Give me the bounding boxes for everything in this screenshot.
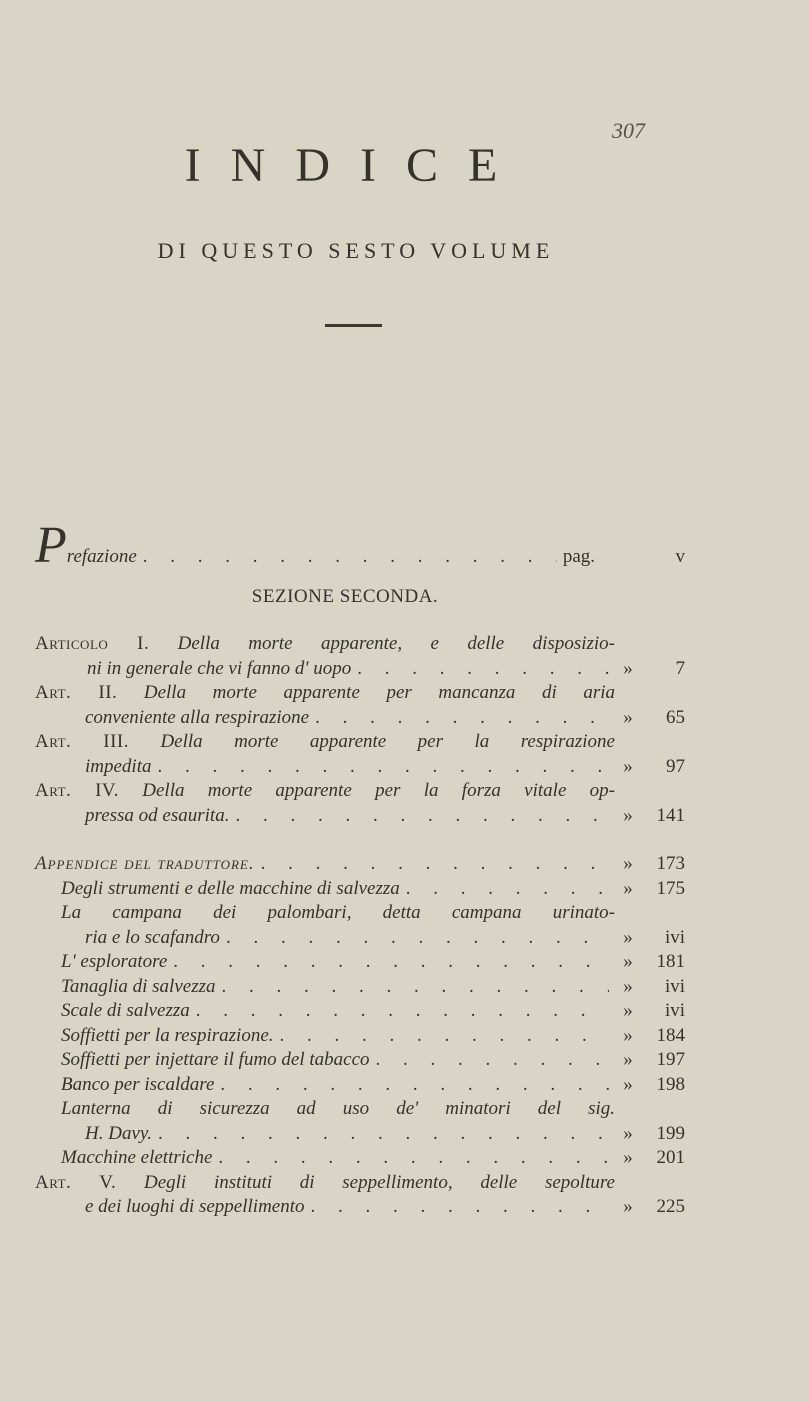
toc-text: Della morte apparente per la respirazione	[160, 731, 615, 752]
divider-rule	[325, 324, 382, 327]
preface-entry	[35, 517, 685, 574]
toc-text: Art. II.	[35, 682, 118, 703]
drop-initial: P	[35, 517, 67, 574]
leader-dots	[196, 999, 609, 1024]
toc-text: Della morte apparente per la forza vitale op-	[142, 780, 616, 801]
toc-page: ivi	[664, 1000, 685, 1021]
ditto-mark: »	[623, 975, 633, 997]
toc-entry-line	[35, 1097, 685, 1122]
toc-text: impedita	[85, 755, 152, 777]
ditto-mark: »	[623, 1024, 633, 1046]
toc-text: Soffietti per injettare il fumo del tabacco	[61, 1049, 370, 1070]
toc-page: 184	[656, 1024, 685, 1046]
toc-text: Art. V.	[35, 1171, 117, 1193]
toc-text: Degli instituti di seppellimento, delle sepolture	[143, 1171, 615, 1193]
leader-dots	[280, 1024, 609, 1049]
ditto-mark: »	[623, 804, 633, 826]
leader-dots	[218, 1146, 609, 1171]
leader-dots	[143, 546, 557, 568]
ditto-mark: »	[623, 951, 633, 972]
toc-text: conveniente alla respirazione	[85, 706, 310, 728]
toc-page: 197	[656, 1049, 685, 1070]
toc-text: Della morte apparente, e delle disposizio-	[177, 633, 615, 654]
toc-entry-line	[35, 730, 685, 755]
toc-entry-line	[35, 1122, 685, 1147]
toc-page: 141	[656, 804, 685, 826]
toc-text: Art. III.	[35, 731, 129, 752]
toc-entry-line	[35, 681, 685, 706]
preface-page: v	[675, 546, 685, 567]
section-heading: SEZIONE SECONDA.	[251, 586, 439, 607]
toc-text: Lanterna di sicurezza ad uso de' minatori del sig.	[61, 1098, 615, 1119]
toc-entry-line	[35, 755, 685, 780]
toc-entry-line	[35, 1048, 685, 1073]
toc-text: Macchine elettriche	[61, 1147, 213, 1168]
toc-text: Art. IV.	[35, 780, 119, 801]
toc-entry-line	[35, 999, 685, 1024]
leader-dots	[261, 852, 609, 877]
toc-text: Appendice del traduttore.	[35, 853, 255, 874]
toc-entry-line	[35, 1171, 685, 1196]
toc-text: La campana dei palombari, detta campana urinato-	[61, 902, 615, 923]
toc-page: 65	[666, 706, 685, 728]
ditto-mark: »	[623, 1122, 633, 1144]
pag-label: pag.	[562, 546, 595, 567]
ditto-mark: »	[623, 755, 633, 777]
toc-entry-line	[35, 1073, 685, 1098]
ditto-mark: »	[623, 657, 633, 679]
toc-text: Scale di salvezza	[61, 1000, 190, 1021]
page-title: INDICE	[184, 139, 528, 192]
leader-dots	[406, 877, 609, 902]
toc-text: pressa od esaurita.	[85, 804, 230, 826]
toc-entry-line	[35, 975, 685, 1000]
toc-entry-line	[35, 901, 685, 926]
toc-page: 7	[675, 657, 685, 679]
leader-dots	[173, 950, 609, 975]
toc-entry-line	[35, 632, 685, 657]
toc-entry-line	[35, 852, 685, 877]
toc-page: ivi	[664, 975, 685, 997]
toc-entry-line	[35, 657, 685, 682]
toc-text: Della morte apparente per mancanza di aria	[143, 682, 615, 703]
leader-dots	[311, 1195, 609, 1220]
toc-text: ni in generale che vi fanno d' uopo	[87, 657, 352, 679]
page-number: 307	[612, 118, 645, 143]
toc-page: 173	[656, 853, 685, 874]
leader-dots	[158, 1122, 609, 1147]
ditto-mark: »	[623, 1196, 633, 1217]
toc-page: 201	[656, 1147, 685, 1168]
toc-text: Tanaglia di salvezza	[61, 975, 216, 997]
toc-entry-line	[35, 950, 685, 975]
preface-label: refazione	[66, 546, 137, 567]
leader-dots	[376, 1048, 609, 1073]
toc-entry-line	[35, 877, 685, 902]
toc-text: Articolo I.	[35, 633, 150, 654]
toc-text: ria e lo scafandro	[85, 926, 220, 948]
leader-dots	[220, 1073, 609, 1098]
toc-text: Degli strumenti e delle macchine di salvezza	[61, 877, 400, 899]
toc-page: 225	[656, 1196, 685, 1217]
toc-entry-line	[35, 779, 685, 804]
ditto-mark: »	[623, 706, 633, 728]
toc-text: e dei luoghi di seppellimento	[85, 1196, 305, 1217]
leader-dots	[158, 755, 610, 780]
toc-entry-line	[35, 804, 685, 829]
toc-entry-line	[35, 1146, 685, 1171]
ditto-mark: »	[623, 1049, 633, 1070]
ditto-mark: »	[623, 1073, 633, 1095]
toc-page: 181	[656, 951, 685, 972]
ditto-mark: »	[623, 877, 633, 899]
toc-text: Soffietti per la respirazione.	[61, 1024, 274, 1046]
toc-text: Banco per iscaldare	[61, 1073, 215, 1095]
toc-page: 199	[656, 1122, 685, 1144]
leader-dots	[235, 804, 609, 829]
toc-page: 175	[656, 877, 685, 899]
leader-dots	[357, 657, 609, 682]
ditto-mark: »	[623, 1147, 633, 1168]
leader-dots	[315, 706, 609, 731]
ditto-mark: »	[623, 926, 633, 948]
ditto-mark: »	[623, 853, 633, 874]
toc-page: 198	[656, 1073, 685, 1095]
toc-entry-line	[35, 1024, 685, 1049]
leader-dots	[222, 975, 610, 1000]
toc-list	[35, 632, 685, 1220]
toc-entry-line	[35, 1195, 685, 1220]
page-subtitle: DI QUESTO SESTO VOLUME	[157, 238, 555, 263]
toc-text: L' esploratore	[61, 951, 168, 972]
toc-text: H. Davy.	[85, 1122, 153, 1144]
toc-entry-line	[35, 926, 685, 951]
toc-entry-line	[35, 706, 685, 731]
ditto-mark: »	[623, 1000, 633, 1021]
leader-dots	[226, 926, 609, 951]
toc-page: ivi	[664, 926, 685, 948]
toc-page: 97	[666, 755, 685, 777]
